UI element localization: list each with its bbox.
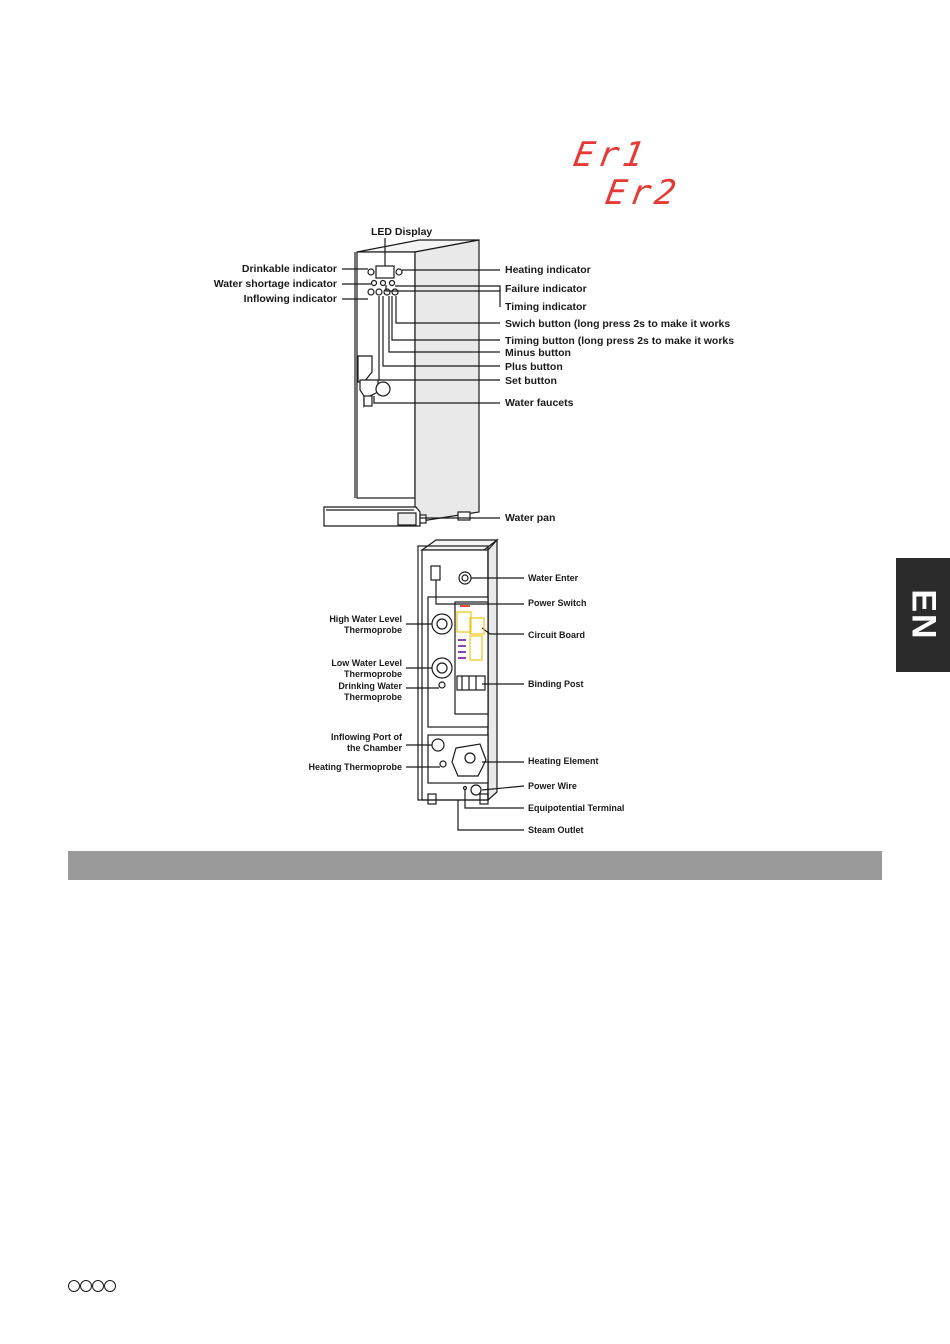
label-drinking-water-2: Thermoprobe xyxy=(343,692,402,702)
label-heating-thermoprobe: Heating Thermoprobe xyxy=(308,762,402,772)
water-enter-shape xyxy=(459,572,471,584)
label-low-water-level-2: Thermoprobe xyxy=(343,669,402,679)
label-failure-indicator: Failure indicator xyxy=(505,283,587,295)
power-switch-shape xyxy=(431,566,440,580)
label-binding-post: Binding Post xyxy=(528,679,584,689)
front-side-face xyxy=(415,240,479,522)
label-set-button: Set button xyxy=(505,375,557,387)
label-timing-button: Timing button (long press 2s to make it works xyxy=(505,335,735,347)
low-water-probe xyxy=(432,658,452,678)
error-code-er1: Er1 xyxy=(570,135,651,175)
label-timing-indicator: Timing indicator xyxy=(505,301,587,313)
four-circles-logo-icon xyxy=(68,1279,118,1293)
language-tab-label: EN xyxy=(904,589,943,641)
label-plus-button: Plus button xyxy=(505,361,563,373)
label-water-pan: Water pan xyxy=(505,512,556,524)
label-power-wire: Power Wire xyxy=(528,781,577,791)
label-drinking-water-1: Drinking Water xyxy=(338,681,402,691)
label-circuit-board: Circuit Board xyxy=(528,630,586,640)
label-switch-button: Swich button (long press 2s to make it works xyxy=(505,318,731,330)
back-top-face xyxy=(422,540,497,550)
heating-element-shape xyxy=(452,744,486,776)
label-water-enter: Water Enter xyxy=(528,573,579,583)
error-code-er2: Er2 xyxy=(602,173,683,213)
label-led-display: LED Display xyxy=(371,226,433,238)
section-header-bar xyxy=(68,851,882,880)
label-drinkable-indicator: Drinkable indicator xyxy=(241,263,337,275)
label-water-faucets: Water faucets xyxy=(505,397,574,409)
label-water-shortage-indicator: Water shortage indicator xyxy=(213,278,337,290)
label-low-water-level-1: Low Water Level xyxy=(331,658,402,668)
language-tab xyxy=(896,558,950,672)
label-power-switch: Power Switch xyxy=(528,598,587,608)
label-inflowing-indicator: Inflowing indicator xyxy=(243,293,337,305)
binding-post-shape xyxy=(457,676,485,690)
label-high-water-level-1: High Water Level xyxy=(329,614,402,624)
label-high-water-level-2: Thermoprobe xyxy=(343,625,402,635)
label-steam-outlet: Steam Outlet xyxy=(528,825,584,835)
inflowing-port-shape xyxy=(432,739,444,751)
label-heating-indicator: Heating indicator xyxy=(505,264,591,276)
label-heating-element: Heating Element xyxy=(528,756,599,766)
label-inflowing-port-1: Inflowing Port of xyxy=(331,732,402,742)
label-minus-button: Minus button xyxy=(505,347,571,359)
led-display-box xyxy=(376,266,394,278)
faucet-knob xyxy=(376,382,390,396)
label-equipotential-terminal: Equipotential Terminal xyxy=(528,803,625,813)
high-water-probe xyxy=(432,614,452,634)
label-inflowing-port-2: the Chamber xyxy=(346,743,402,753)
